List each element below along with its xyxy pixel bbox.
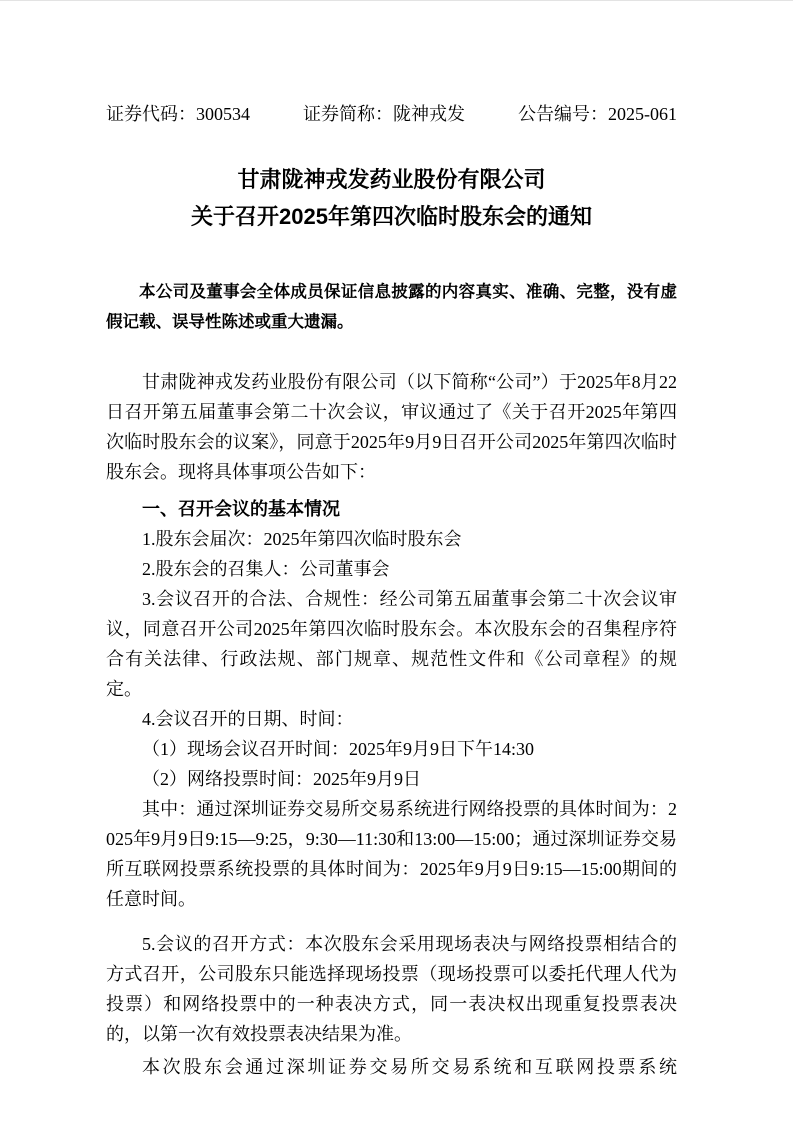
company-name-title: 甘肃陇神戎发药业股份有限公司 <box>237 167 546 192</box>
notice-title: 关于召开2025年第四次临时股东会的通知 <box>191 204 592 229</box>
document-header <box>106 99 677 129</box>
continuation-line: 本次股东会通过深圳证券交易所交易系统和互联网投票系统 <box>142 1057 677 1077</box>
item-4-2-online-voting-time: （2）网络投票时间：2025年9月9日 <box>142 769 421 789</box>
intro-paragraph: 甘肃陇神戎发药业股份有限公司（以下简称“公司”）于2025年8月22日召开第五届董事会第二十次会议，审议通过了《关于召开2025年第四次临时股东会的议案》，同意于2025年9月9日召开公司2025年第四次临时股东会。现将具体事项公告如下： <box>106 372 677 482</box>
online-voting-detail: 其中：通过深圳证券交易所交易系统进行网络投票的具体时间为：2025年9月9日9:15—9:25，9:30—11:30和13:00—15:00；通过深圳证券交易所互联网投票系统投票的具体时间为：2025年9月9日9:15—15:00期间的任意时间。 <box>106 799 677 909</box>
stock-abbr-label: 证券简称：陇神戎发 <box>303 104 465 124</box>
item-2-convener: 2.股东会的召集人：公司董事会 <box>142 559 390 579</box>
item-3-legality: 3.会议召开的合法、合规性：经公司第五届董事会第二十次会议审议，同意召开公司2025年第四次临时股东会。本次股东会的召集程序符合有关法律、行政法规、部门规章、规范性文件和《公司章程》的规定。 <box>106 589 677 699</box>
item-4-1-onsite-meeting-time: （1）现场会议召开时间：2025年9月9日下午14:30 <box>142 739 534 759</box>
item-5-meeting-method: 5.会议的召开方式：本次股东会采用现场表决与网络投票相结合的方式召开，公司股东只能选择现场投票（现场投票可以委托代理人代为投票）和网络投票中的一种表决方式，同一表决权出现重复投票表决的，以第一次有效投票表决结果为准。 <box>106 934 677 1044</box>
stock-code-label: 证券代码：300534 <box>106 104 250 124</box>
item-4-date-time: 4.会议召开的日期、时间： <box>142 709 354 729</box>
announcement-no-label: 公告编号：2025-061 <box>518 104 677 124</box>
disclaimer-statement: 本公司及董事会全体成员保证信息披露的内容真实、准确、完整，没有虚假记载、误导性陈述或重大遗漏。 <box>106 283 677 331</box>
item-1-meeting-session: 1.股东会届次：2025年第四次临时股东会 <box>142 529 462 549</box>
section-heading-basic-info: 一、召开会议的基本情况 <box>142 499 340 519</box>
